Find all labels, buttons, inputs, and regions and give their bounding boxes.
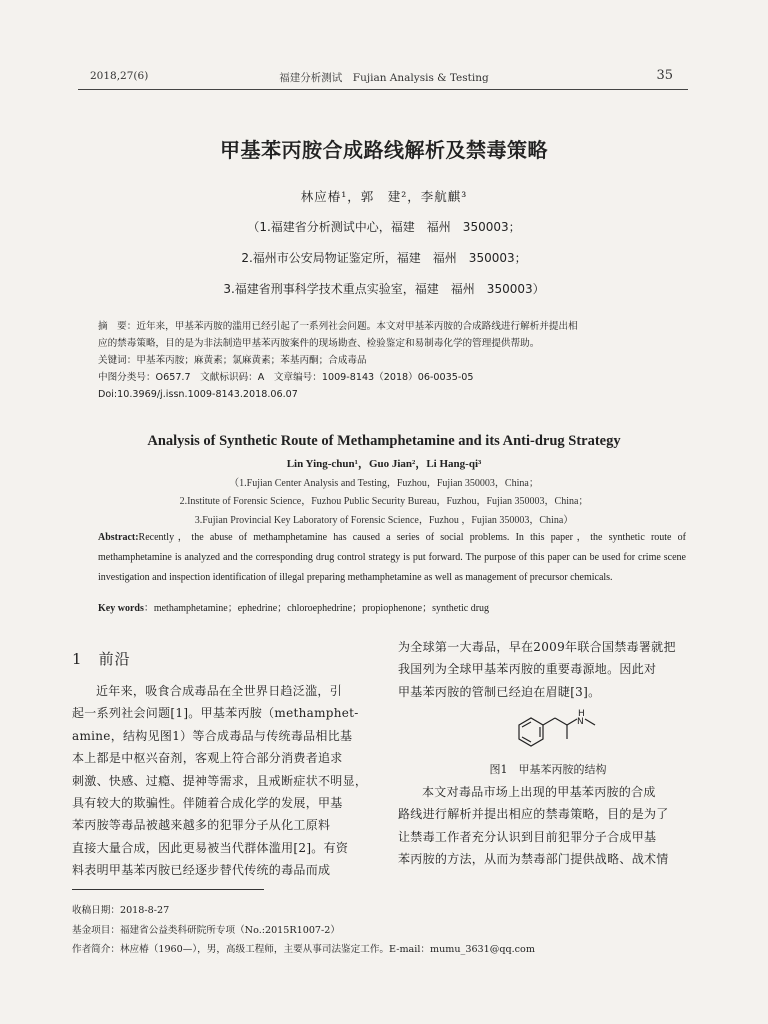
nitrogen-label: N — [577, 717, 584, 727]
footnote-rule — [72, 889, 264, 890]
authors-en: Lin Ying-chun¹，Guo Jian²，Li Hang-qi³ — [286, 458, 482, 470]
body-line: 我国列为全球甲基苯丙胺的重要毒源地。因此对 — [398, 662, 657, 677]
body-line: 让禁毒工作者充分认识到目前犯罪分子合成甲基 — [398, 829, 657, 844]
body-line: 为全球第一大毒品，早在2009年联合国禁毒署就把 — [398, 640, 676, 654]
abstract-en — [98, 528, 686, 588]
affiliation-en-3: 3.Fujian Provincial Key Laboratory of Forensic Science，Fuzhou ，Fujian 350003，China） — [194, 515, 574, 526]
section-number: 1 — [72, 650, 83, 668]
body-line: amine，结构见图1）等合成毒品与传统毒品相比基 — [72, 728, 353, 743]
doi: Doi:10.3969/j.issn.1009-8143.2018.06.07 — [98, 389, 298, 400]
right-column-top — [398, 636, 698, 703]
body-line: 甲基苯丙胺的管制已经迫在眉睫[3]。 — [398, 684, 601, 699]
keywords-en — [98, 599, 686, 619]
bond — [567, 719, 577, 725]
footnote-author: 作者简介：林应椿（1960—），男，高级工程师，主要从事司法鉴定工作。E-mail：mumu_3631@qq.com — [72, 944, 535, 955]
affiliation-cn-3: 3.福建省刑事科学技术重点实验室，福建 福州 350003） — [223, 282, 545, 296]
header-rule — [78, 89, 688, 90]
keywords-cn: 关键词：甲基苯丙胺；麻黄素；氯麻黄素；苯基丙酮；合成毒品 — [98, 355, 367, 366]
section-title: 前沿 — [98, 650, 131, 668]
affiliation-cn-1: （1.福建省分析测试中心，福建 福州 350003； — [247, 220, 521, 234]
paper-title-en: Analysis of Synthetic Route of Methamphetamine and its Anti-drug Strategy — [147, 433, 621, 449]
footnote-fund: 基金项目：福建省公益类科研院所专项（No.:2015R1007-2） — [72, 925, 340, 936]
abstract-en-label: Abstract: — [98, 532, 139, 543]
n-methyl-bond — [585, 719, 595, 725]
page-number: 35 — [656, 68, 673, 83]
body-line: 刺激、快感、过瘾、提神等需求，且戒断症状不明显， — [72, 773, 368, 788]
hydrogen-label: H — [578, 709, 585, 719]
keywords-en-text: ：methamphetamine；ephedrine；chloroephedrine；propiophenone；synthetic drug — [143, 603, 490, 614]
body-line: 近年来，吸食合成毒品在全世界日趋泛滥，引 — [96, 684, 343, 698]
abstract-en-text: Recently，the abuse of methamphetamine has caused a series of social problems. In this paper，the synthetic route of methamphetamine is analyzed and the corresponding drug control strategy is put forward. The purpose of this paper can be used for crime scene investigation and inspection identification of illegal preparing methamphetamine as well as management of precursor chemicals. — [98, 532, 686, 583]
abstract-cn-line-2: 应的禁毒策略，目的是为非法制造甲基苯丙胺案件的现场勘查、检验鉴定和易制毒化学的管理提供帮助。 — [98, 338, 540, 349]
body-line: 料表明甲基苯丙胺已经逐步替代传统的毒品而成 — [72, 863, 331, 878]
body-line: 直接大量合成，因此更易被当代群体滥用[2]。有资 — [72, 840, 349, 855]
bond — [543, 718, 555, 725]
issue-number: 2018,27(6) — [90, 70, 149, 82]
body-line: 具有较大的欺骗性。伴随着合成化学的发展，甲基 — [72, 796, 343, 811]
body-line: 路线进行解析并提出相应的禁毒策略，目的是为了 — [398, 807, 669, 822]
figure-caption: 图1 甲基苯丙胺的结构 — [489, 763, 607, 776]
body-line: 本文对毒品市场上出现的甲基苯丙胺的合成 — [422, 785, 656, 799]
keywords-en-label: Key words — [98, 603, 144, 614]
authors-cn: 林应椿¹，郭 建²，李航麒³ — [300, 189, 468, 204]
classification-cn: 中图分类号：O657.7 文献标识码：A 文章编号：1009-8143（2018）06-0035-05 — [98, 372, 474, 383]
affiliation-en-2: 2.Institute of Forensic Science，Fuzhou Public Security Bureau，Fuzhou，Fujian 350003，China； — [179, 496, 589, 507]
body-line: 起一系列社会问题[1]。甲基苯丙胺（methamphet- — [72, 706, 359, 721]
paper-title-cn: 甲基苯丙胺合成路线解析及禁毒策略 — [220, 138, 548, 162]
body-line: 苯丙胺等毒品被越来越多的犯罪分子从化工原料 — [72, 818, 331, 833]
affiliation-cn-2: 2.福州市公安局物证鉴定所，福建 福州 350003； — [241, 251, 527, 265]
abstract-cn-line-1: 摘 要：近年来，甲基苯丙胺的滥用已经引起了一系列社会问题。本文对甲基苯丙胺的合成路线进行解析并提出相 — [98, 321, 578, 332]
footnote-received: 收稿日期：2018-8-27 — [72, 905, 170, 916]
bond — [555, 718, 567, 725]
body-line: 本上都是中枢兴奋剂，客观上符合部分消费者追求 — [72, 751, 343, 766]
body-line: 苯丙胺的方法，从而为禁毒部门提供战略、战术情 — [398, 852, 669, 867]
journal-name: 福建分析测试 Fujian Analysis & Testing — [279, 72, 489, 84]
left-column — [72, 680, 370, 882]
affiliation-en-1: （1.Fujian Center Analysis and Testing，Fuzhou，Fujian 350003，China； — [229, 478, 539, 489]
methamphetamine-structure-figure — [505, 709, 615, 757]
section-heading — [72, 648, 131, 669]
right-column-bottom — [398, 781, 698, 871]
